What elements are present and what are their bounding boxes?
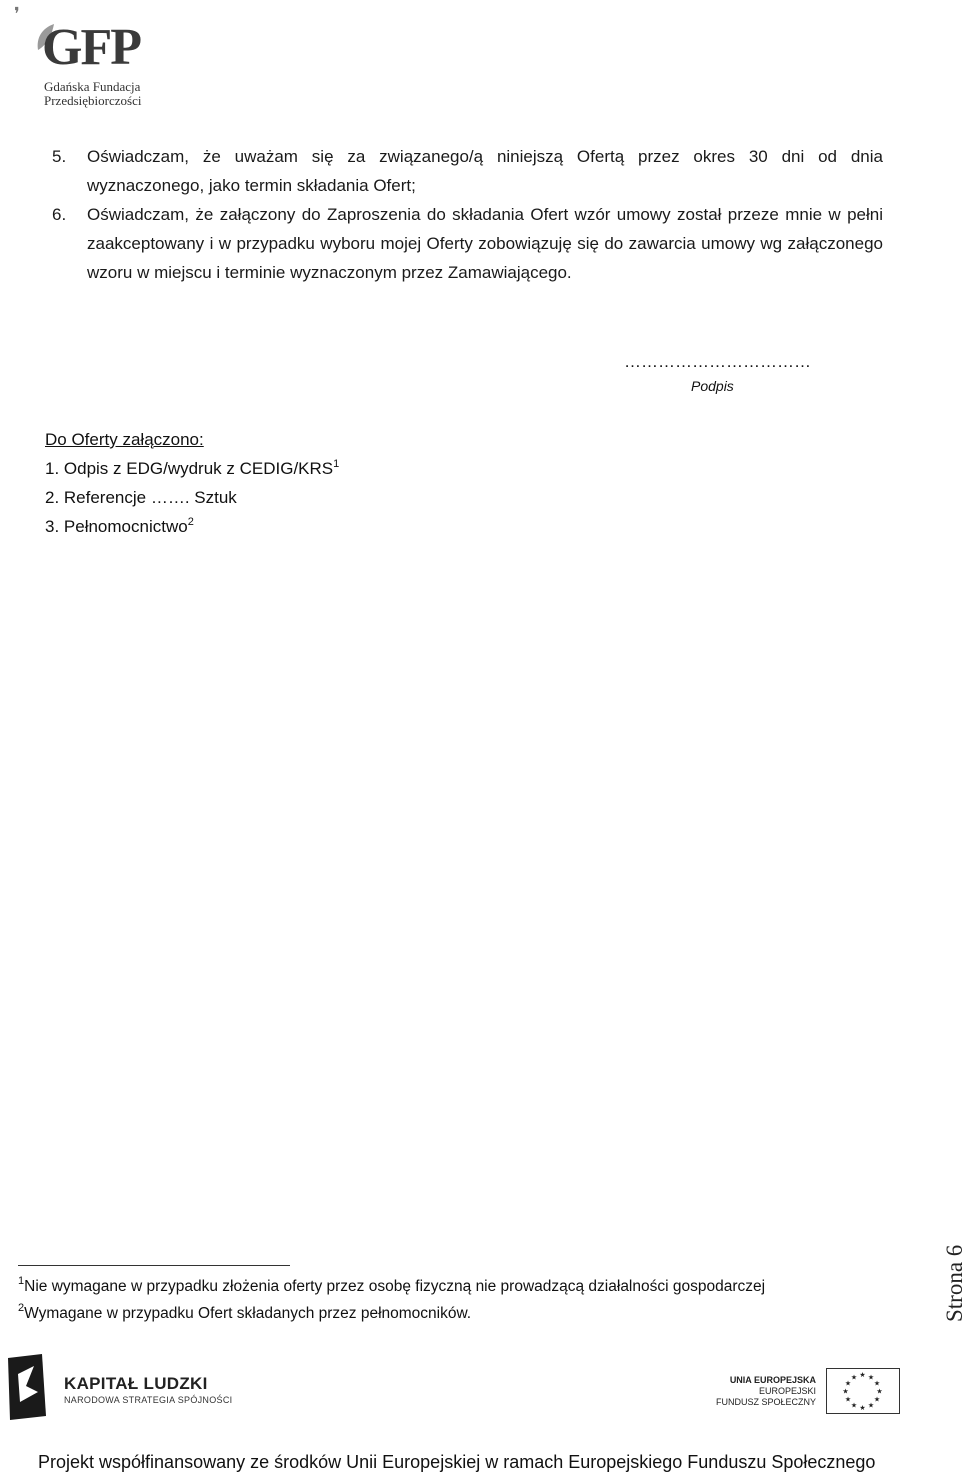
- footnote-text: Nie wymagane w przypadku złożenia oferty przez osobę fizyczną nie prowadzącą działalności gospodarczej: [24, 1278, 766, 1295]
- attachment-footnote-ref: 1: [333, 458, 340, 470]
- signature-label: Podpis: [691, 378, 734, 394]
- svg-text:★: ★: [867, 1401, 875, 1410]
- signature-line: ……………………………: [624, 352, 811, 371]
- footnote-separator: [18, 1265, 290, 1266]
- attachment-footnote-ref: 2: [187, 516, 194, 528]
- corner-mark-icon: ❜: [14, 4, 20, 24]
- attachment-item: [45, 516, 194, 538]
- footnote-number: 1: [18, 1275, 25, 1287]
- eu-line-1: UNIA EUROPEJSKA: [729, 1375, 816, 1385]
- footnote-number: 2: [18, 1302, 25, 1314]
- statement-text: Oświadczam, że załączony do Zaproszenia do składania Ofert wzór umowy został przeze mnie w pełni zaakceptowany i w przypadku wyboru mojej Oferty zobowiązuję się do zawarcia umowy wg załączonego wzoru w miejscu i terminie wyznaczonym przez Zamawiającego.: [87, 205, 883, 282]
- svg-text:★: ★: [844, 1395, 852, 1404]
- svg-text:★: ★: [873, 1395, 881, 1404]
- svg-text:★: ★: [859, 1371, 866, 1379]
- attachments-title: Do Oferty załączono:: [45, 430, 204, 449]
- statement-6: [0, 200, 960, 290]
- kapital-ludzki-logo-icon: [4, 1352, 48, 1422]
- svg-text:★: ★: [842, 1387, 849, 1396]
- kapital-ludzki-title: KAPITAŁ LUDZKI: [64, 1374, 208, 1393]
- attachment-item: [45, 458, 339, 480]
- statement-number: 5.: [52, 147, 67, 166]
- eu-fund-text: [700, 1375, 816, 1408]
- svg-text:★: ★: [859, 1404, 866, 1412]
- project-cofinancing-note: Projekt współfinansowany ze środków Unii Europejskiej w ramach Europejskiego Funduszu Społecznego: [38, 1452, 876, 1472]
- footnote-1: [18, 1277, 765, 1297]
- logo-subtitle: [44, 80, 141, 108]
- footnote-2: [18, 1304, 471, 1324]
- svg-text:★: ★: [876, 1387, 883, 1396]
- kapital-ludzki-subtitle: NARODOWA STRATEGIA SPÓJNOŚCI: [64, 1395, 233, 1405]
- eu-line-3: FUNDUSZ SPOŁECZNY: [715, 1397, 816, 1407]
- statement-5: [0, 142, 960, 202]
- svg-text:★: ★: [850, 1373, 858, 1382]
- logo-line-1: Gdańska Fundacja: [44, 79, 141, 94]
- attachment-item: [45, 487, 237, 509]
- eu-flag-icon: [826, 1368, 900, 1414]
- eu-line-2: EUROPEJSKI: [758, 1386, 816, 1396]
- svg-text:★: ★: [873, 1379, 881, 1388]
- attachment-text: 3. Pełnomocnictwo: [45, 517, 188, 536]
- footnote-text: Wymagane w przypadku Ofert składanych przez pełnomocników.: [24, 1305, 472, 1322]
- logo-line-2: Przedsiębiorczości: [44, 93, 142, 108]
- attachment-text: 1. Odpis z EDG/wydruk z CEDIG/KRS: [45, 459, 334, 478]
- logo-mark: GFP: [42, 19, 140, 76]
- statement-number: 6.: [52, 205, 67, 224]
- attachment-text: 2. Referencje ……. Sztuk: [45, 488, 237, 507]
- svg-text:★: ★: [850, 1401, 858, 1410]
- statement-text: Oświadczam, że uważam się za związanego/ą niniejszą Ofertą przez okres 30 dni od dnia wyznaczonego, jako termin składania Ofert;: [87, 147, 883, 195]
- svg-text:★: ★: [867, 1373, 875, 1382]
- page-number-label: Strona 6: [942, 1244, 967, 1322]
- svg-text:★: ★: [844, 1379, 852, 1388]
